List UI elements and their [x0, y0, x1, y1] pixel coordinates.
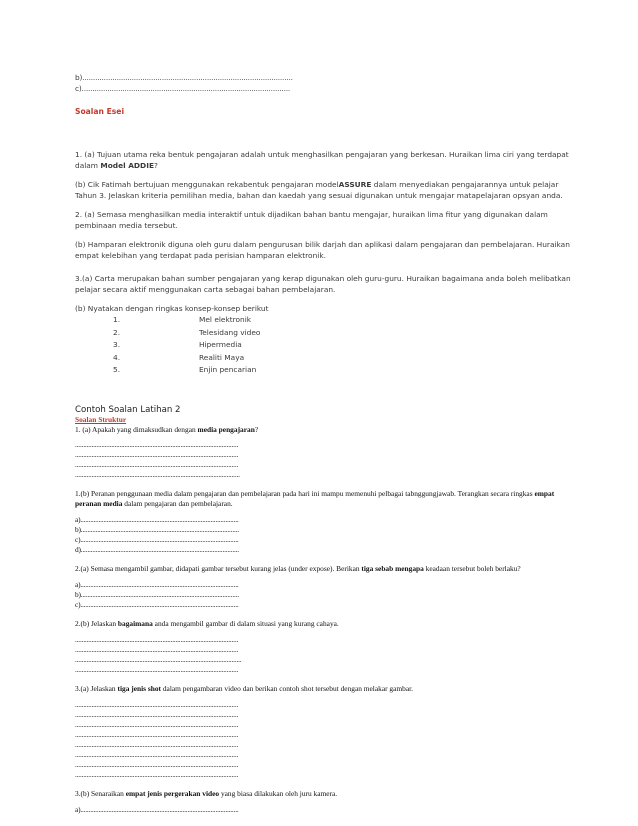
answer-line: .................................................................................................... — [75, 469, 240, 479]
question-emphasis: empat jenis pergerakan video — [125, 788, 220, 798]
answer-line: ................................................................................................... — [75, 769, 239, 779]
answer-line: ................................................................................................... — [75, 719, 239, 729]
answer-line: ................................................................................................... — [75, 644, 239, 654]
answer-line: a)................................................................................................ — [75, 514, 239, 524]
section-title-latihan: Contoh Soalan Latihan 2 — [75, 404, 181, 415]
question-text: 2.(a) Semasa mengambil gambar, didapati gambar tersebut kurang jelas (under expose). Berikan — [75, 563, 362, 573]
esei-question-3a: 3.(a) Carta merupakan bahan sumber pengajaran yang kerap digunakan oleh guru-guru. Huraikan bagaimana anda boleh melibatkan pelajar secara aktif menggunakan carta sebagai bahan pembelajaran. — [75, 274, 571, 294]
struktur-question-2b — [75, 619, 575, 629]
struktur-question-1a — [75, 425, 575, 435]
answer-line: ................................................................................................... — [75, 749, 239, 759]
concept-num: 1. — [113, 315, 121, 324]
question-emphasis: tiga jenis shot — [117, 683, 162, 693]
esei-question-3b: (b) Nyatakan dengan ringkas konsep-konsep berikut — [75, 304, 269, 313]
answer-line: ................................................................................................... — [75, 729, 239, 739]
concept-label: Hipermedia — [199, 340, 242, 349]
section-heading-struktur: Soalan Struktur — [75, 414, 127, 424]
concept-label: Realiti Maya — [199, 352, 245, 362]
struktur-question-3a — [75, 684, 575, 694]
concept-label: Mel elektronik — [199, 315, 252, 324]
section-heading-esei: Soalan Esei — [75, 107, 125, 116]
answer-line: ................................................................................................... — [75, 759, 239, 769]
question-text: 3.(b) Senaraikan — [75, 788, 126, 798]
concept-label: Enjin pencarian — [199, 365, 257, 374]
question-text-end: yang biasa dilakukan oleh juru kamera. — [219, 788, 338, 798]
question-text-end: dalam pengambaran video dan berikan contoh shot tersebut dengan melakar gambar. — [161, 683, 414, 693]
question-text-end: ? — [154, 161, 158, 170]
esei-question-2b: (b) Hamparan elektronik diguna oleh guru dalam pengurusan bilik darjah dan aplikasi dalam pengajaran dan pembelajaran. Huraikan empat kelebihan yang terdapat pada perisian hamparan elektronik. — [75, 240, 570, 260]
esei-question-1a — [75, 149, 575, 171]
answer-line: ................................................................................................... — [75, 699, 239, 709]
answer-line: ................................................................................................... — [75, 739, 239, 749]
concept-num: 4. — [113, 352, 121, 362]
answer-line-b: b).................................................................................................. — [75, 73, 293, 82]
question-text-end: ? — [254, 424, 259, 434]
concept-label: Telesidang video — [199, 327, 261, 337]
answer-line: a)................................................................................................ — [75, 804, 239, 814]
question-text-end: dalam pengajaran dan pembelajaran. — [122, 498, 233, 508]
question-text-end: keadaan tersebut boleh berlaku? — [423, 563, 521, 573]
question-text: 1.(b) Peranan penggunaan media dalam pengajaran dan pembelajaran pada hari ini mampu memenuhi pelbagai tabnggungjawab. Terangkan secara ringkas — [75, 488, 535, 498]
question-text: 3.(a) Jelaskan — [75, 683, 118, 693]
answer-line: c)................................................................................................ — [75, 534, 239, 544]
question-emphasis: tiga sebab mengapa — [361, 563, 424, 573]
question-emphasis: Model ADDIE — [100, 161, 154, 170]
question-emphasis: bagaimana — [117, 618, 153, 628]
question-emphasis: media pengajaran — [197, 424, 255, 434]
struktur-question-2a — [75, 564, 575, 574]
question-text: 1. (a) Apakah yang dimaksudkan dengan — [75, 424, 198, 434]
concept-list — [113, 314, 575, 377]
answer-line-c: c)................................................................................................. — [75, 84, 291, 93]
esei-question-1b — [75, 179, 575, 201]
struktur-question-1b — [75, 489, 575, 509]
answer-line: d)................................................................................................ — [75, 544, 239, 554]
question-text: 2.(b) Jelaskan — [75, 618, 118, 628]
question-text-end: dalam menyediakan pengajarannya untuk pelajar Tahun 3. Jelaskan kriteria pemilihan media, bahan dan kaedah yang sesuai digunakan untuk mengajar matapelajaran opsyan anda. — [75, 180, 563, 200]
answer-line: b)................................................................................................ — [75, 589, 239, 599]
question-emphasis: ASSURE — [338, 180, 372, 189]
answer-line: ................................................................................................... — [75, 439, 239, 449]
answer-line: a)................................................................................................ — [75, 579, 239, 589]
answer-line: ................................................................................................... — [75, 634, 239, 644]
answer-line: ................................................................................................... — [75, 449, 239, 459]
concept-num: 3. — [113, 340, 121, 349]
answer-line: c)................................................................................................ — [75, 599, 239, 609]
document-page — [75, 72, 575, 815]
question-text: 1. (a) Tujuan utama reka bentuk pengajaran adalah untuk menghasilkan pengajaran yang berkesan. Huraikan lima ciri yang terdapat dalam — [75, 150, 569, 170]
answer-line: b)................................................................................................ — [75, 524, 239, 534]
top-answer-lines — [75, 72, 575, 94]
answer-line: ..................................................................................................... — [75, 654, 242, 664]
question-text-end: anda mengambil gambar di dalam situasi yang kurang cahaya. — [152, 618, 339, 628]
answer-line: ................................................................................................... — [75, 664, 239, 674]
answer-line: ................................................................................................... — [75, 709, 239, 719]
question-emphasis: empat peranan media — [75, 488, 555, 508]
answer-line: ................................................................................................... — [75, 459, 239, 469]
struktur-section — [75, 415, 575, 815]
question-text: (b) Cik Fatimah bertujuan menggunakan rekabentuk pengajaran model — [75, 180, 339, 189]
esei-question-2a: 2. (a) Semasa menghasilkan media interaktif untuk dijadikan bahan bantu mengajar, huraikan lima fitur yang digunakan dalam pembinaan media tersebut. — [75, 210, 548, 230]
concept-num: 2. — [113, 327, 121, 337]
struktur-question-3b — [75, 789, 575, 799]
concept-num: 5. — [113, 365, 121, 374]
